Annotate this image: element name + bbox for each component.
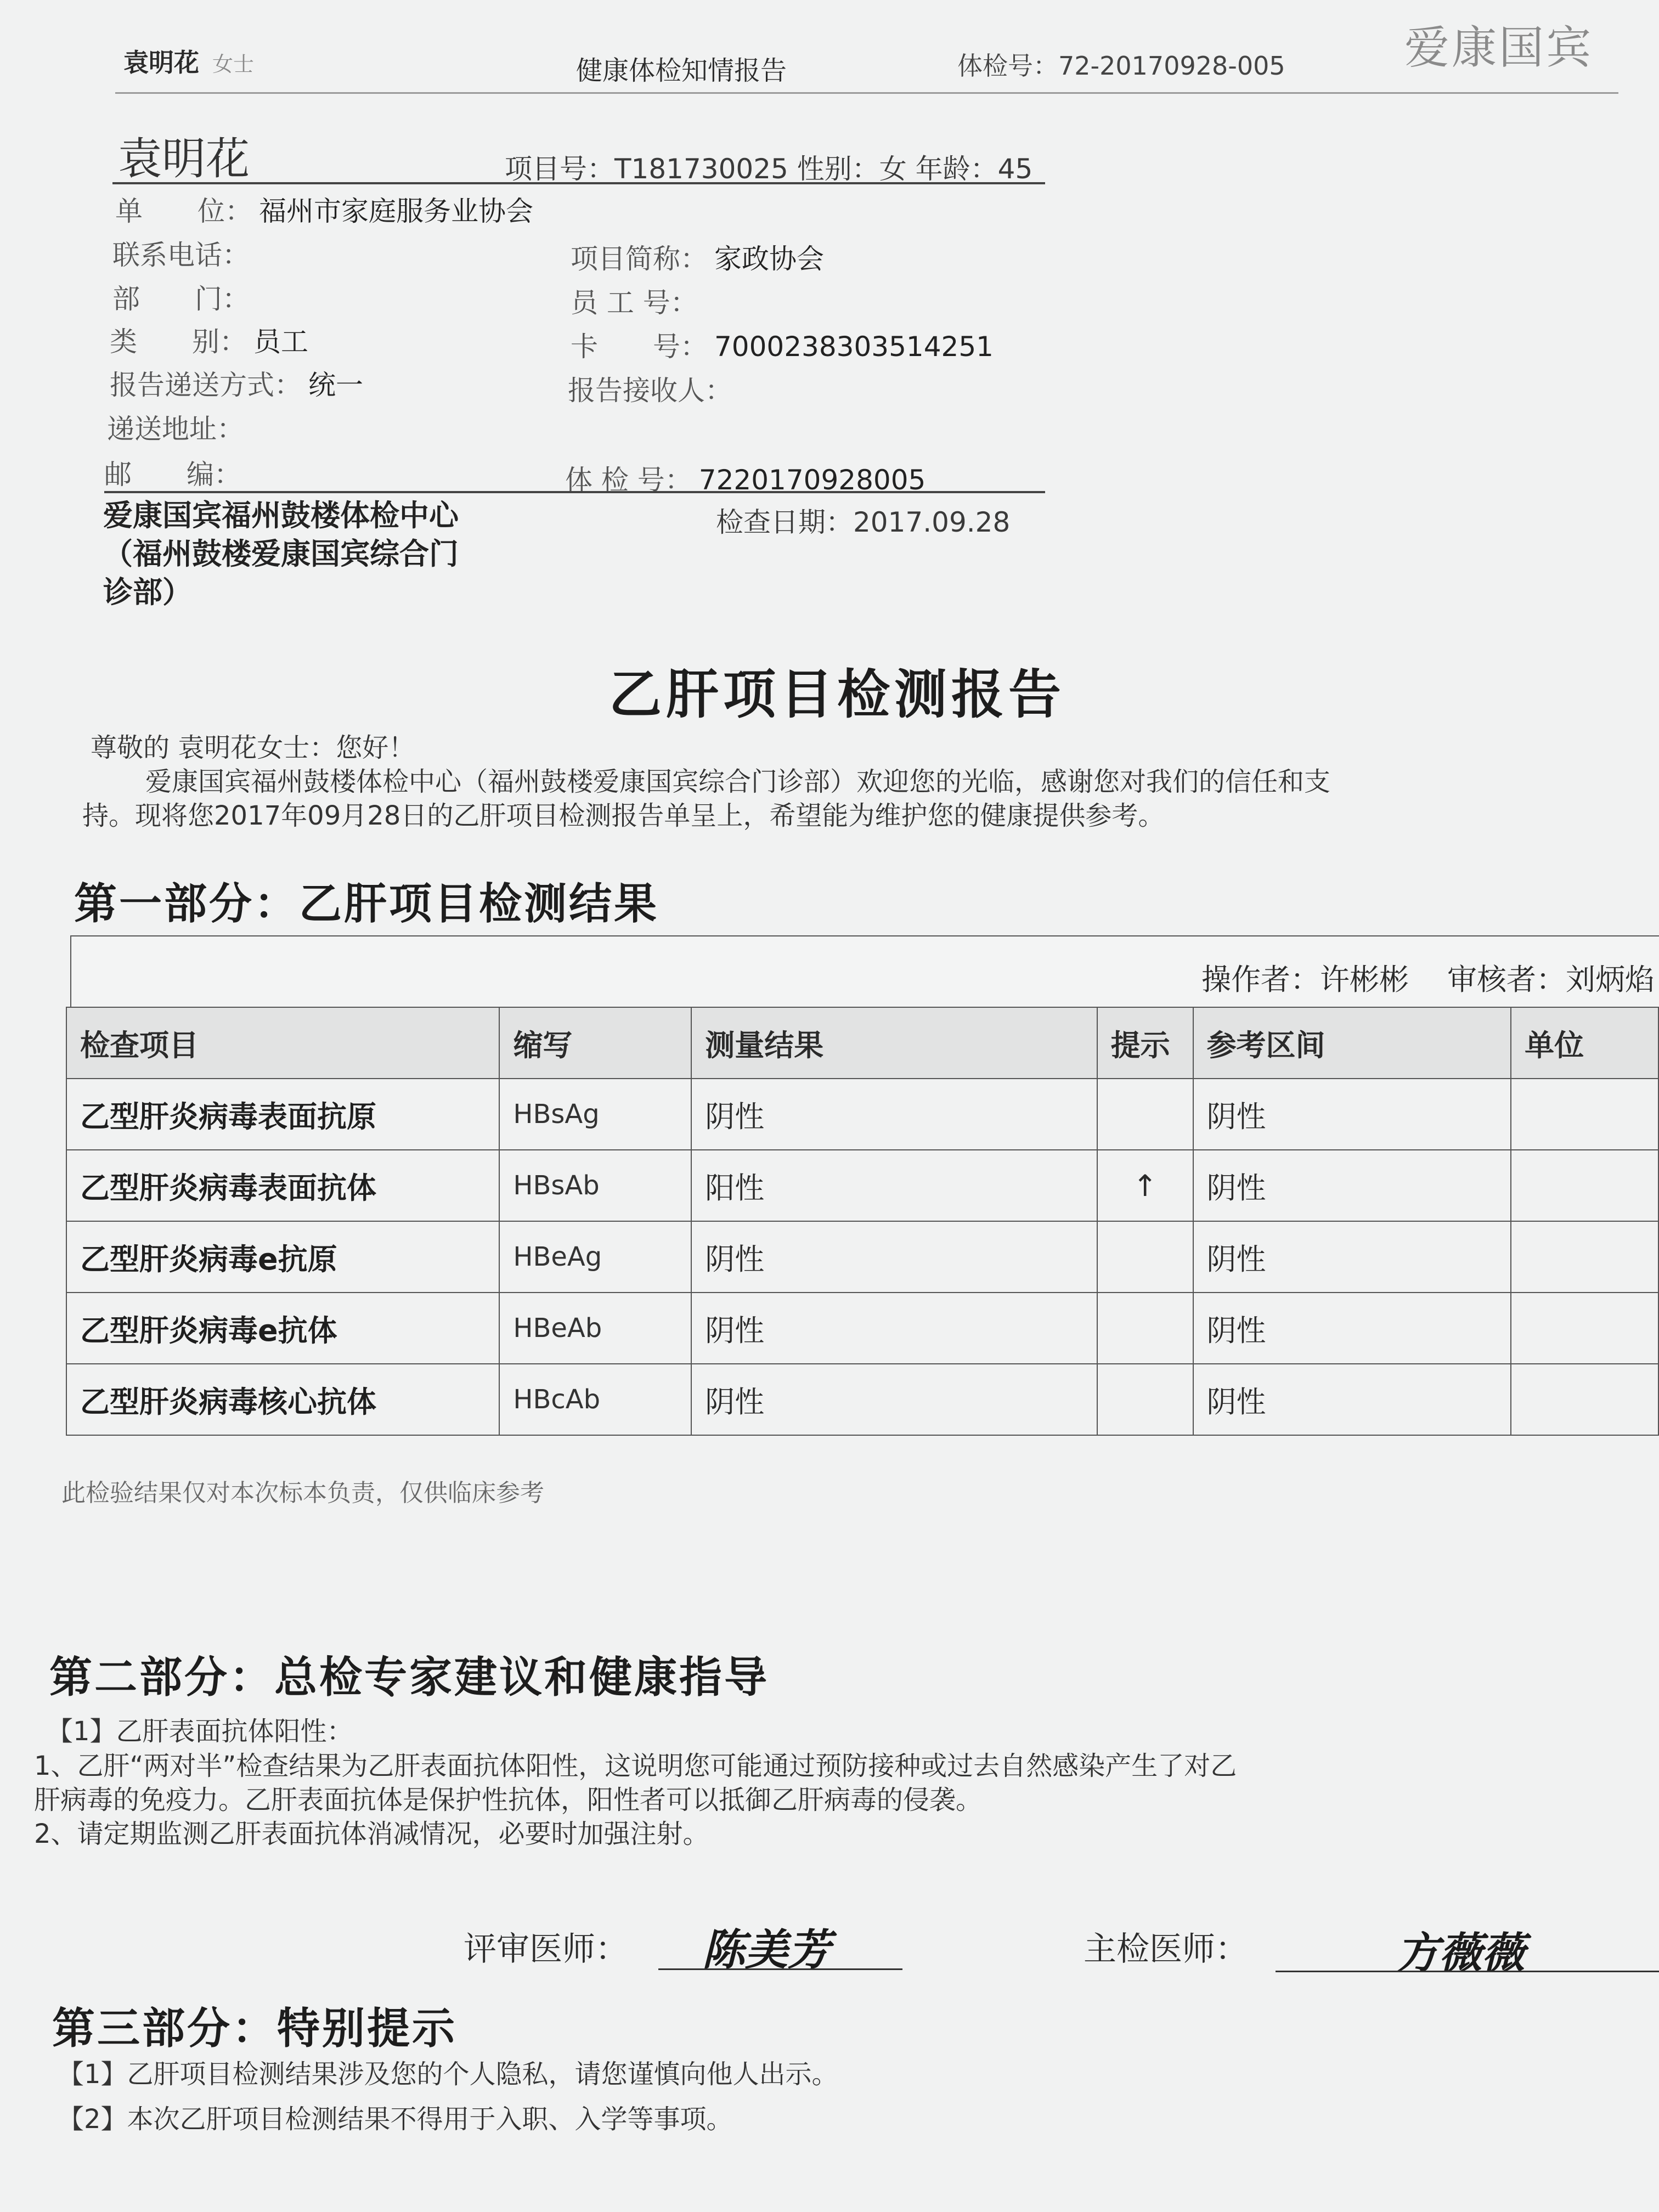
cell-abbr: HBsAb <box>499 1150 691 1221</box>
report-title: 乙肝项目检测报告 <box>609 663 1065 725</box>
field-category <box>110 320 308 359</box>
cell-unit <box>1511 1079 1658 1150</box>
operator-reviewer <box>1201 956 1655 998</box>
table-row <box>66 1221 1658 1293</box>
cell-abbr: HBeAg <box>499 1221 691 1293</box>
intro-line-1: 爱康国宾福州鼓楼体检中心（福州鼓楼爱康国宾综合门诊部）欢迎您的光临，感谢您对我们的信任和支 <box>145 766 1331 797</box>
table-row <box>66 1293 1658 1364</box>
unit-label: 单 位： <box>115 195 252 227</box>
review-doctor-label: 评审医师： <box>464 1930 628 1968</box>
patient-name: 袁明花 <box>118 133 250 184</box>
part2-sub: 【1】乙肝表面抗体阳性： <box>47 1716 353 1747</box>
project-short-label: 项目简称： <box>571 243 708 275</box>
field-unit <box>115 189 533 229</box>
chief-doctor-signature: 方薇薇 <box>1396 1928 1525 1978</box>
cell-ref: 阴性 <box>1193 1079 1511 1150</box>
part3-line-2: 【2】本次乙肝项目检测结果不得用于入职、入学等事项。 <box>58 2104 733 2135</box>
table-row <box>66 1150 1658 1221</box>
table-row <box>66 1079 1658 1150</box>
cell-ref: 阴性 <box>1193 1364 1511 1435</box>
category-label: 类 别： <box>110 326 247 358</box>
category-value: 员工 <box>253 326 308 358</box>
staff-no-label: 员 工 号： <box>571 287 698 319</box>
field-zip <box>104 453 241 492</box>
header-patient-name <box>123 43 254 79</box>
operator-text: 操作者：许彬彬 <box>1201 962 1409 997</box>
chief-doctor-label: 主检医师： <box>1084 1930 1248 1968</box>
col-header-flag: 提示 <box>1097 1007 1193 1079</box>
field-dept <box>112 277 250 317</box>
field-receiver <box>568 369 732 408</box>
cell-ref: 阴性 <box>1193 1293 1511 1364</box>
chief-sig-line <box>1276 1971 1659 1972</box>
header-name-text: 袁明花 <box>123 48 199 77</box>
reviewer-text: 审核者：刘炳焰 <box>1447 962 1655 997</box>
unit-value: 福州市家庭服务业协会 <box>259 195 533 227</box>
table-header-row <box>66 1007 1658 1079</box>
card-value: 7000238303514251 <box>714 331 994 363</box>
exam-center <box>103 496 459 612</box>
delivery-value: 统一 <box>308 369 363 401</box>
header-divider <box>115 92 1618 94</box>
cell-flag <box>1097 1079 1193 1150</box>
patient-project-line: 项目号：T181730025 性别：女 年龄：45 <box>505 153 1033 185</box>
part2-line-3: 2、请定期监测乙肝表面抗体消减情况，必要时加强注射。 <box>34 1819 709 1849</box>
intro-line-2: 持。现将您2017年09月28日的乙肝项目检测报告单呈上，希望能为维护您的健康提供参考。 <box>82 800 1165 831</box>
cell-item: 乙型肝炎病毒核心抗体 <box>66 1364 499 1435</box>
header-name-suffix: 女士 <box>212 52 255 76</box>
exam-date: 检查日期：2017.09.28 <box>716 506 1011 538</box>
exam-no-label: 体 检 号： <box>565 464 692 496</box>
results-table <box>66 1007 1659 1436</box>
cell-result: 阴性 <box>691 1221 1097 1293</box>
zip-label: 邮 编： <box>104 459 241 490</box>
part1-heading: 第一部分：乙肝项目检测结果 <box>74 879 659 929</box>
table-footnote: 此检验结果仅对本次标本负责，仅供临床参考 <box>61 1479 544 1507</box>
part2-line-2: 肝病毒的免疫力。乙肝表面抗体是保护性抗体，阳性者可以抵御乙肝病毒的侵袭。 <box>34 1785 983 1815</box>
patient-top-rule <box>112 182 1045 184</box>
address-label: 递送地址： <box>107 413 244 445</box>
col-header-item: 检查项目 <box>66 1007 499 1079</box>
field-address <box>107 407 244 447</box>
project-short-value: 家政协会 <box>714 243 824 275</box>
cell-flag <box>1097 1221 1193 1293</box>
cell-unit <box>1511 1364 1658 1435</box>
field-phone <box>112 233 250 273</box>
col-header-ref: 参考区间 <box>1193 1007 1511 1079</box>
header-doc-title: 健康体检知情报告 <box>576 55 787 86</box>
cell-result: 阴性 <box>691 1079 1097 1150</box>
review-sig-line <box>658 1968 902 1970</box>
card-label: 卡 号： <box>571 331 708 363</box>
part2-heading: 第二部分：总检专家建议和健康指导 <box>49 1652 770 1702</box>
patient-bottom-rule <box>104 491 1045 493</box>
table-row <box>66 1364 1658 1435</box>
part2-line-1: 1、乙肝“两对半”检查结果为乙肝表面抗体阳性，这说明您可能通过预防接种或过去自然感染产生了对乙 <box>34 1751 1237 1781</box>
phone-label: 联系电话： <box>112 239 250 271</box>
cell-ref: 阴性 <box>1193 1150 1511 1221</box>
cell-item: 乙型肝炎病毒e抗原 <box>66 1221 499 1293</box>
cell-abbr: HBeAb <box>499 1293 691 1364</box>
field-delivery <box>110 363 363 403</box>
col-header-abbr: 缩写 <box>499 1007 691 1079</box>
cell-flag <box>1097 1364 1193 1435</box>
cell-item: 乙型肝炎病毒表面抗体 <box>66 1150 499 1221</box>
header-exam-no: 体检号：72-20170928-005 <box>957 51 1285 81</box>
part3-heading: 第三部分：特别提示 <box>52 2004 458 2053</box>
delivery-label: 报告递送方式： <box>110 369 302 401</box>
greeting: 尊敬的 袁明花女士：您好！ <box>91 732 415 763</box>
field-staff-no <box>571 281 698 320</box>
center-line-3: 诊部） <box>103 575 192 610</box>
cell-flag <box>1097 1293 1193 1364</box>
cell-unit <box>1511 1150 1658 1221</box>
exam-no-value: 7220170928005 <box>698 464 926 496</box>
field-project-short <box>571 237 824 276</box>
review-doctor-signature: 陈美芳 <box>702 1925 831 1975</box>
cell-flag: ↑ <box>1097 1150 1193 1221</box>
dept-label: 部 门： <box>112 283 250 315</box>
cell-result: 阳性 <box>691 1150 1097 1221</box>
brand-logo: 爱康国宾 <box>1404 22 1594 74</box>
center-line-2: （福州鼓楼爱康国宾综合门 <box>103 537 459 571</box>
col-header-unit: 单位 <box>1511 1007 1658 1079</box>
cell-result: 阴性 <box>691 1364 1097 1435</box>
center-line-1: 爱康国宾福州鼓楼体检中心 <box>103 498 459 533</box>
receiver-label: 报告接收人： <box>568 375 732 407</box>
cell-unit <box>1511 1221 1658 1293</box>
part3-line-1: 【1】乙肝项目检测结果涉及您的个人隐私，请您谨慎向他人出示。 <box>58 2059 838 2090</box>
cell-unit <box>1511 1293 1658 1364</box>
cell-ref: 阴性 <box>1193 1221 1511 1293</box>
cell-result: 阴性 <box>691 1293 1097 1364</box>
field-card <box>571 325 994 364</box>
cell-abbr: HBcAb <box>499 1364 691 1435</box>
cell-abbr: HBsAg <box>499 1079 691 1150</box>
operator-bar <box>70 935 1659 1008</box>
cell-item: 乙型肝炎病毒e抗体 <box>66 1293 499 1364</box>
cell-item: 乙型肝炎病毒表面抗原 <box>66 1079 499 1150</box>
col-header-result: 测量结果 <box>691 1007 1097 1079</box>
